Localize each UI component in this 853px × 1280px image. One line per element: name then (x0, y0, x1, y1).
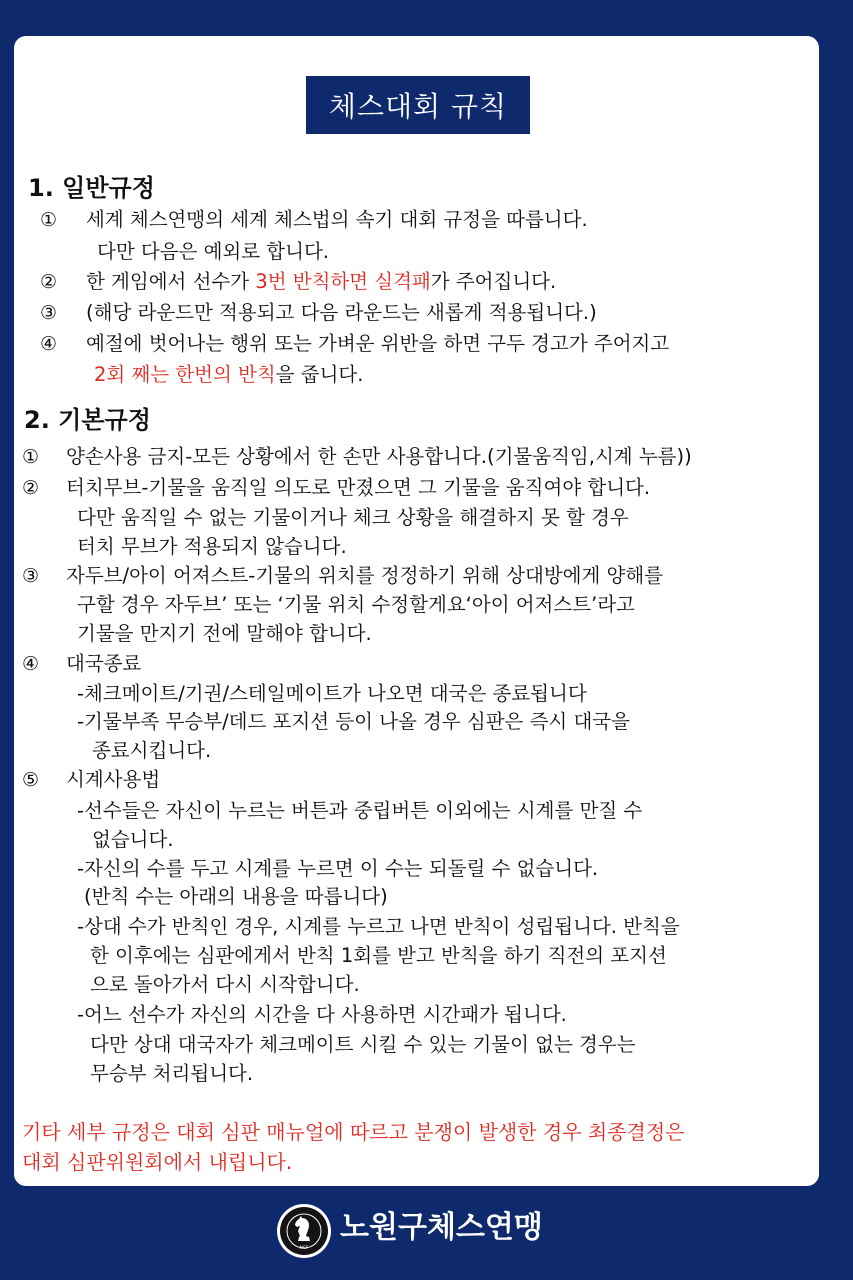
section2-line: 한 이후에는 심판에게서 반칙 1회를 받고 반칙을 하기 직전의 포지션 (90, 944, 667, 967)
section1-item-text: 예절에 벗어나는 행위 또는 가벼운 위반을 하면 구두 경고가 주어지고 (86, 332, 670, 355)
footer-note-line: 대회 심판위원회에서 내립니다. (22, 1150, 293, 1174)
section2-line: (반칙 수는 아래의 내용을 따릅니다) (84, 885, 388, 908)
section2-heading: 2. 기본규정 (24, 406, 151, 434)
section2-item-number: ④ (22, 653, 40, 675)
section2-line: 구할 경우 자두브’ 또는 ‘기물 위치 수정할게요‘아이 어저스트’라고 (77, 593, 635, 616)
section2-item-number: ② (22, 477, 40, 499)
section2-line: 자두브/아이 어져스트-기물의 위치를 정정하기 위해 상대방에게 양해를 (66, 564, 664, 587)
section1-item-number: ② (40, 271, 58, 293)
section2-line: 종료시킵니다. (92, 739, 212, 762)
text-segment: 가 주어집니다. (430, 270, 557, 293)
section2-line: 양손사용 금지-모든 상황에서 한 손만 사용합니다.(기물움직임,시계 누름)) (66, 445, 692, 468)
section2-item-number: ③ (22, 565, 40, 587)
page-title (306, 76, 530, 134)
section1-heading: 1. 일반규정 (28, 174, 155, 202)
section2-line: 기물을 만지기 전에 말해야 합니다. (77, 622, 372, 645)
section2-line: 대국종료 (66, 652, 142, 675)
section1-item-text: 세계 체스연맹의 세계 체스법의 속기 대회 규정을 따릅니다. (86, 208, 588, 231)
section1-item-number: ③ (40, 302, 58, 324)
section2-line: 다만 상대 대국자가 체크메이트 시킬 수 있는 기물이 없는 경우는 (90, 1033, 636, 1056)
text-segment: 을 줍니다. (275, 363, 364, 386)
highlight-red-text: 3번 반칙하면 실격패 (255, 270, 431, 293)
section1-item-text: 다만 다음은 예외로 합니다. (97, 240, 330, 263)
section2-line: 터치무브-기물을 움직일 의도로 만졌으면 그 기물을 움직여야 합니다. (66, 476, 651, 499)
section2-line: -선수들은 자신이 누르는 버튼과 중립버튼 이외에는 시계를 만질 수 (77, 799, 643, 822)
section2-item-number: ⑤ (22, 769, 40, 791)
section2-line: 시계사용법 (66, 768, 161, 791)
page-title-text: 체스대회 규칙 (328, 90, 508, 123)
section2-item-number: ① (22, 446, 40, 468)
section2-line: 무승부 처리됩니다. (90, 1062, 254, 1085)
section1-item-text (86, 272, 556, 292)
footer-note-line: 기타 세부 규정은 대회 심판 매뉴얼에 따르고 분쟁이 발생한 경우 최종결정은 (22, 1120, 685, 1144)
text-segment: 한 게임에서 선수가 (86, 270, 256, 293)
highlight-red-text: 2회 째는 한번의 반칙 (94, 363, 276, 386)
section1-item-text (94, 365, 363, 385)
section1-item-text: (해당 라운드만 적용되고 다음 라운드는 새롭게 적용됩니다.) (86, 301, 597, 324)
section2-line: -체크메이트/기권/스테일메이트가 나오면 대국은 종료됩니다 (77, 682, 587, 705)
section2-line: 터치 무브가 적용되지 않습니다. (77, 535, 347, 558)
section2-line: -상대 수가 반칙인 경우, 시계를 누르고 나면 반칙이 성립됩니다. 반칙을 (77, 915, 680, 938)
section1-item-number: ④ (40, 333, 58, 355)
logo-text: NCF (299, 1246, 309, 1251)
section2-line: -어느 선수가 자신의 시간을 다 사용하면 시간패가 됩니다. (77, 1003, 567, 1026)
section2-line: 다만 움직일 수 없는 기물이거나 체크 상황을 해결하지 못 할 경우 (77, 506, 629, 529)
brand-name: 노원구체스연맹 (340, 1210, 543, 1245)
section1-item-number: ① (40, 209, 58, 231)
section2-line: -자신의 수를 두고 시계를 누르면 이 수는 되돌릴 수 없습니다. (77, 857, 599, 880)
section2-line: 없습니다. (92, 828, 174, 851)
knight-emblem-icon (276, 1203, 332, 1259)
section2-line: -기물부족 무승부/데드 포지션 등이 나올 경우 심판은 즉시 대국을 (77, 710, 630, 733)
section2-line: 으로 돌아가서 다시 시작합니다. (90, 973, 360, 996)
